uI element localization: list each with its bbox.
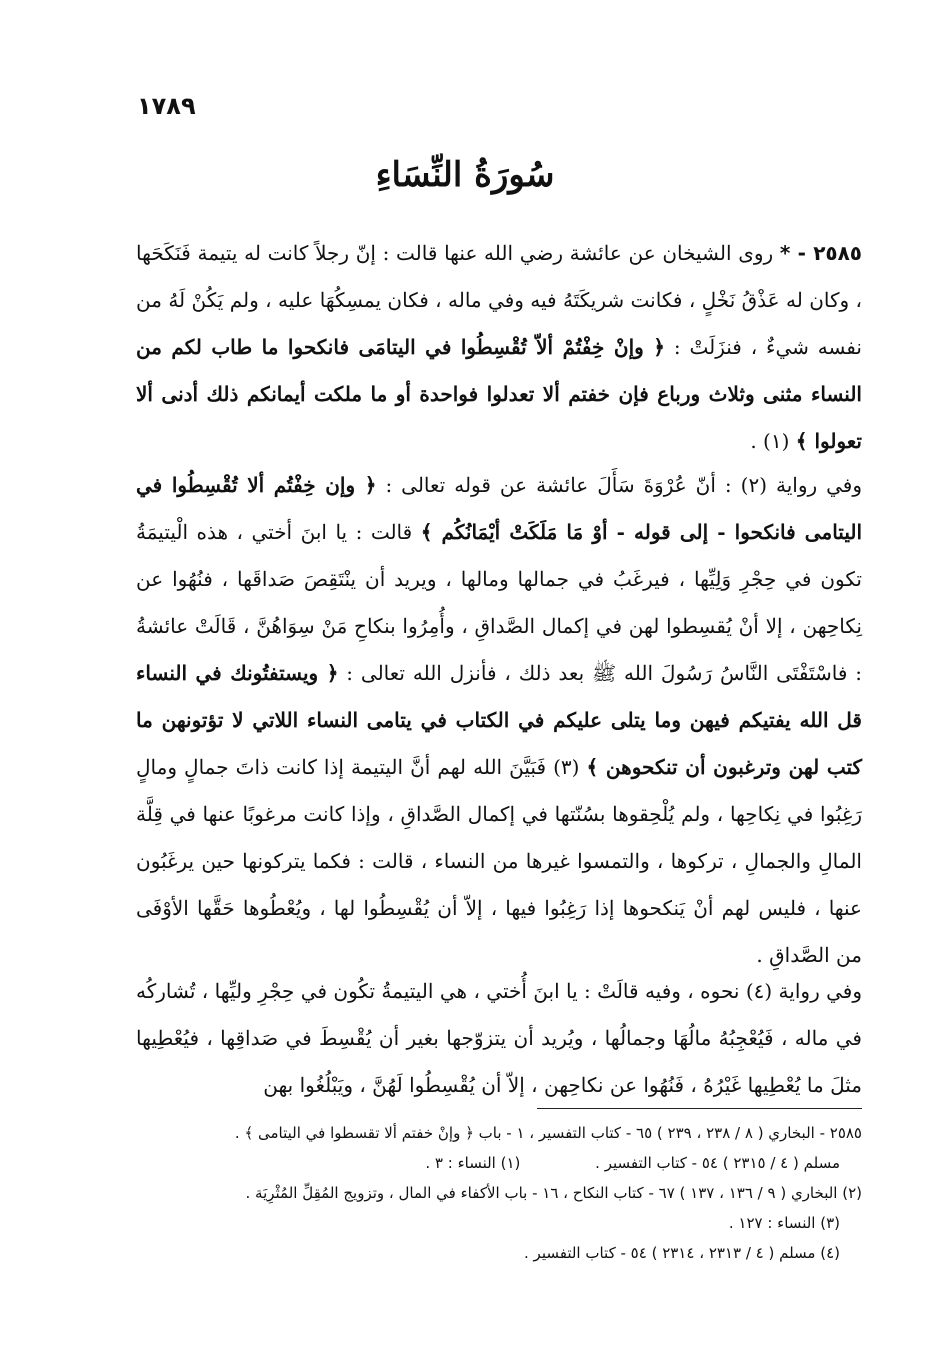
quran-verse: ﴿ ويستفتُونك في النساء قل الله يفتيكم فيهن وما يتلى عليكم في الكتاب في يتامى النساء اللاتي لا تؤتونهن ما كتب لهن وترغبون أن تنكحوهن ﴾ [136, 661, 863, 779]
narration-intro: وفي رواية (٢) : أنّ عُرْوَةَ سَأَلَ عائشة عن قوله تعالى : [385, 473, 863, 497]
narration-text: فَبَيَّنَ الله لهم أنَّ اليتيمة إذا كانت ذاتَ جمالٍ ومالٍ رَغِبُوا في نِكاحِها ، ولم يُلْحِقوها بسُنّتها في إكمال الصَّداقِ ، وإذا كانت مرغوبًا عنها في قِلَّة المالِ والجمالِ ، تركوها ، والتمسوا غيرها من النساء ، قالت : فكما يتركونها حين يرغَبُون عنها ، فليس لهم أنْ يَنكحوها إذا رَغِبُوا فيها ، إلاّ أن يُقْسِطُوا لها ، ويُعْطُوها حَقَّها الأوْفَى من الصَّداقِ . [136, 755, 862, 967]
footnote-line: (٣) النساء : ١٢٧ . [728, 1214, 840, 1232]
hadith-paragraph-third-narration [136, 968, 862, 1109]
footnotes [190, 1118, 862, 1268]
footnote-source: مسلم ( ٤ / ٢٣١٥ ) ٥٤ - كتاب التفسير . [595, 1154, 840, 1172]
hadith-number: ٢٥٨٥ - * [779, 241, 863, 265]
narration-text: وفي رواية (٤) نحوه ، وفيه قالَتْ : يا ابنَ أُختي ، هي اليتيمةُ تكُون في حِجْرِ وليِّها ، تُشاركُه في ماله ، فَيُعْجِبُهُ مالُهَا وجمالُها ، ويُريد أن يتزوّجها بغير أن يُقْسِطَ في صَداقِها ، فيُعْطِيها مثلَ ما يُعْطِيها غَيْرُهُ ، فَنُهُوا عن نكاحِهن ، إلاّ أن يُقْسِطُوا لَهُنَّ ، ويَبْلُغُوا بهن [136, 979, 862, 1097]
page-number: ١٧٨٩ [137, 92, 196, 120]
quran-verse: ﴿ وإنْ خِفْتُمْ ألاّ تُقْسِطُوا في اليتامَى فانكحوا ما طاب لكم من النساء مثنى وثلاث ورباع فإن خفتم ألا تعدلوا فواحدة أو ما ملكت أيمانكم ذلك أدنى ألا تعولوا ﴾ [136, 335, 862, 453]
footnote-ref: (٣) [553, 755, 580, 779]
footnote-line: (٤) مسلم ( ٤ / ٢٣١٣ ، ٢٣١٤ ) ٥٤ - كتاب التفسير . [524, 1244, 840, 1262]
footnote-line [190, 1148, 862, 1178]
hadith-narration: روى الشيخان عن عائشة رضي الله عنها قالت : إنّ رجلاً كانت له يتيمة فَنَكَحَها ، وكان له عَذْقُ نَخْلٍ ، فكانت شريكَتَهُ فيه وفي ماله ، فكان يمسِكُهَا عليه ، ولم يَكُنْ لَهُ من نفسه شيءٌ ، فنزَلَتْ : [136, 241, 862, 359]
quran-verse: ﴿ وإن خِفْتُم ألا تُقْسِطُوا في اليتامى فانكحوا - إلى قوله - أوْ مَا مَلَكَتْ أيْمَانُكُم ﴾ [136, 473, 863, 544]
footnote-ref: (١) . [750, 429, 790, 453]
hadith-paragraph-main [136, 230, 862, 465]
narration-text: قالت : يا ابنَ أختي ، هذه الْيتيمَةُ تكون في حِجْرِ وَلِيِّها ، فيرغَبُ في جمالها ومالها ، ويريد أن ينْتَقِصَ صَداقَها ، فنُهُوا عن نِكاحِهن ، إلا أنْ يُقسِطوا لهن في إكمال الصَّداقِ ، وأُمِرُوا بنكاحِ مَنْ سِوَاهُنَّ ، قَالَتْ عائشةُ : فاسْتَفْتَى النَّاسُ رَسُولَ الله ﷺ بعد ذلك ، فأنزل الله تعالى : [136, 520, 862, 685]
hadith-paragraph-second-narration [136, 462, 862, 979]
footnote-line: ٢٥٨٥ - البخاري ( ٨ / ٢٣٨ ، ٢٣٩ ) ٦٥ - كتاب التفسير ، ١ - باب ﴿ وإنْ خفتم ألا تقسطوا في اليتامى ﴾ . [234, 1124, 862, 1142]
footnote-source: (١) النساء : ٣ . [425, 1154, 521, 1172]
footnote-line: (٢) البخاري ( ٩ / ١٣٦ ، ١٣٧ ) ٦٧ - كتاب النكاح ، ١٦ - باب الأكفاء في المال ، وتزويج المُقِلِّ المُثْرِيَة . [245, 1184, 862, 1202]
footnote-divider [537, 1108, 862, 1109]
surah-title: سُورَةُ النِّسَاءِ [375, 155, 555, 195]
